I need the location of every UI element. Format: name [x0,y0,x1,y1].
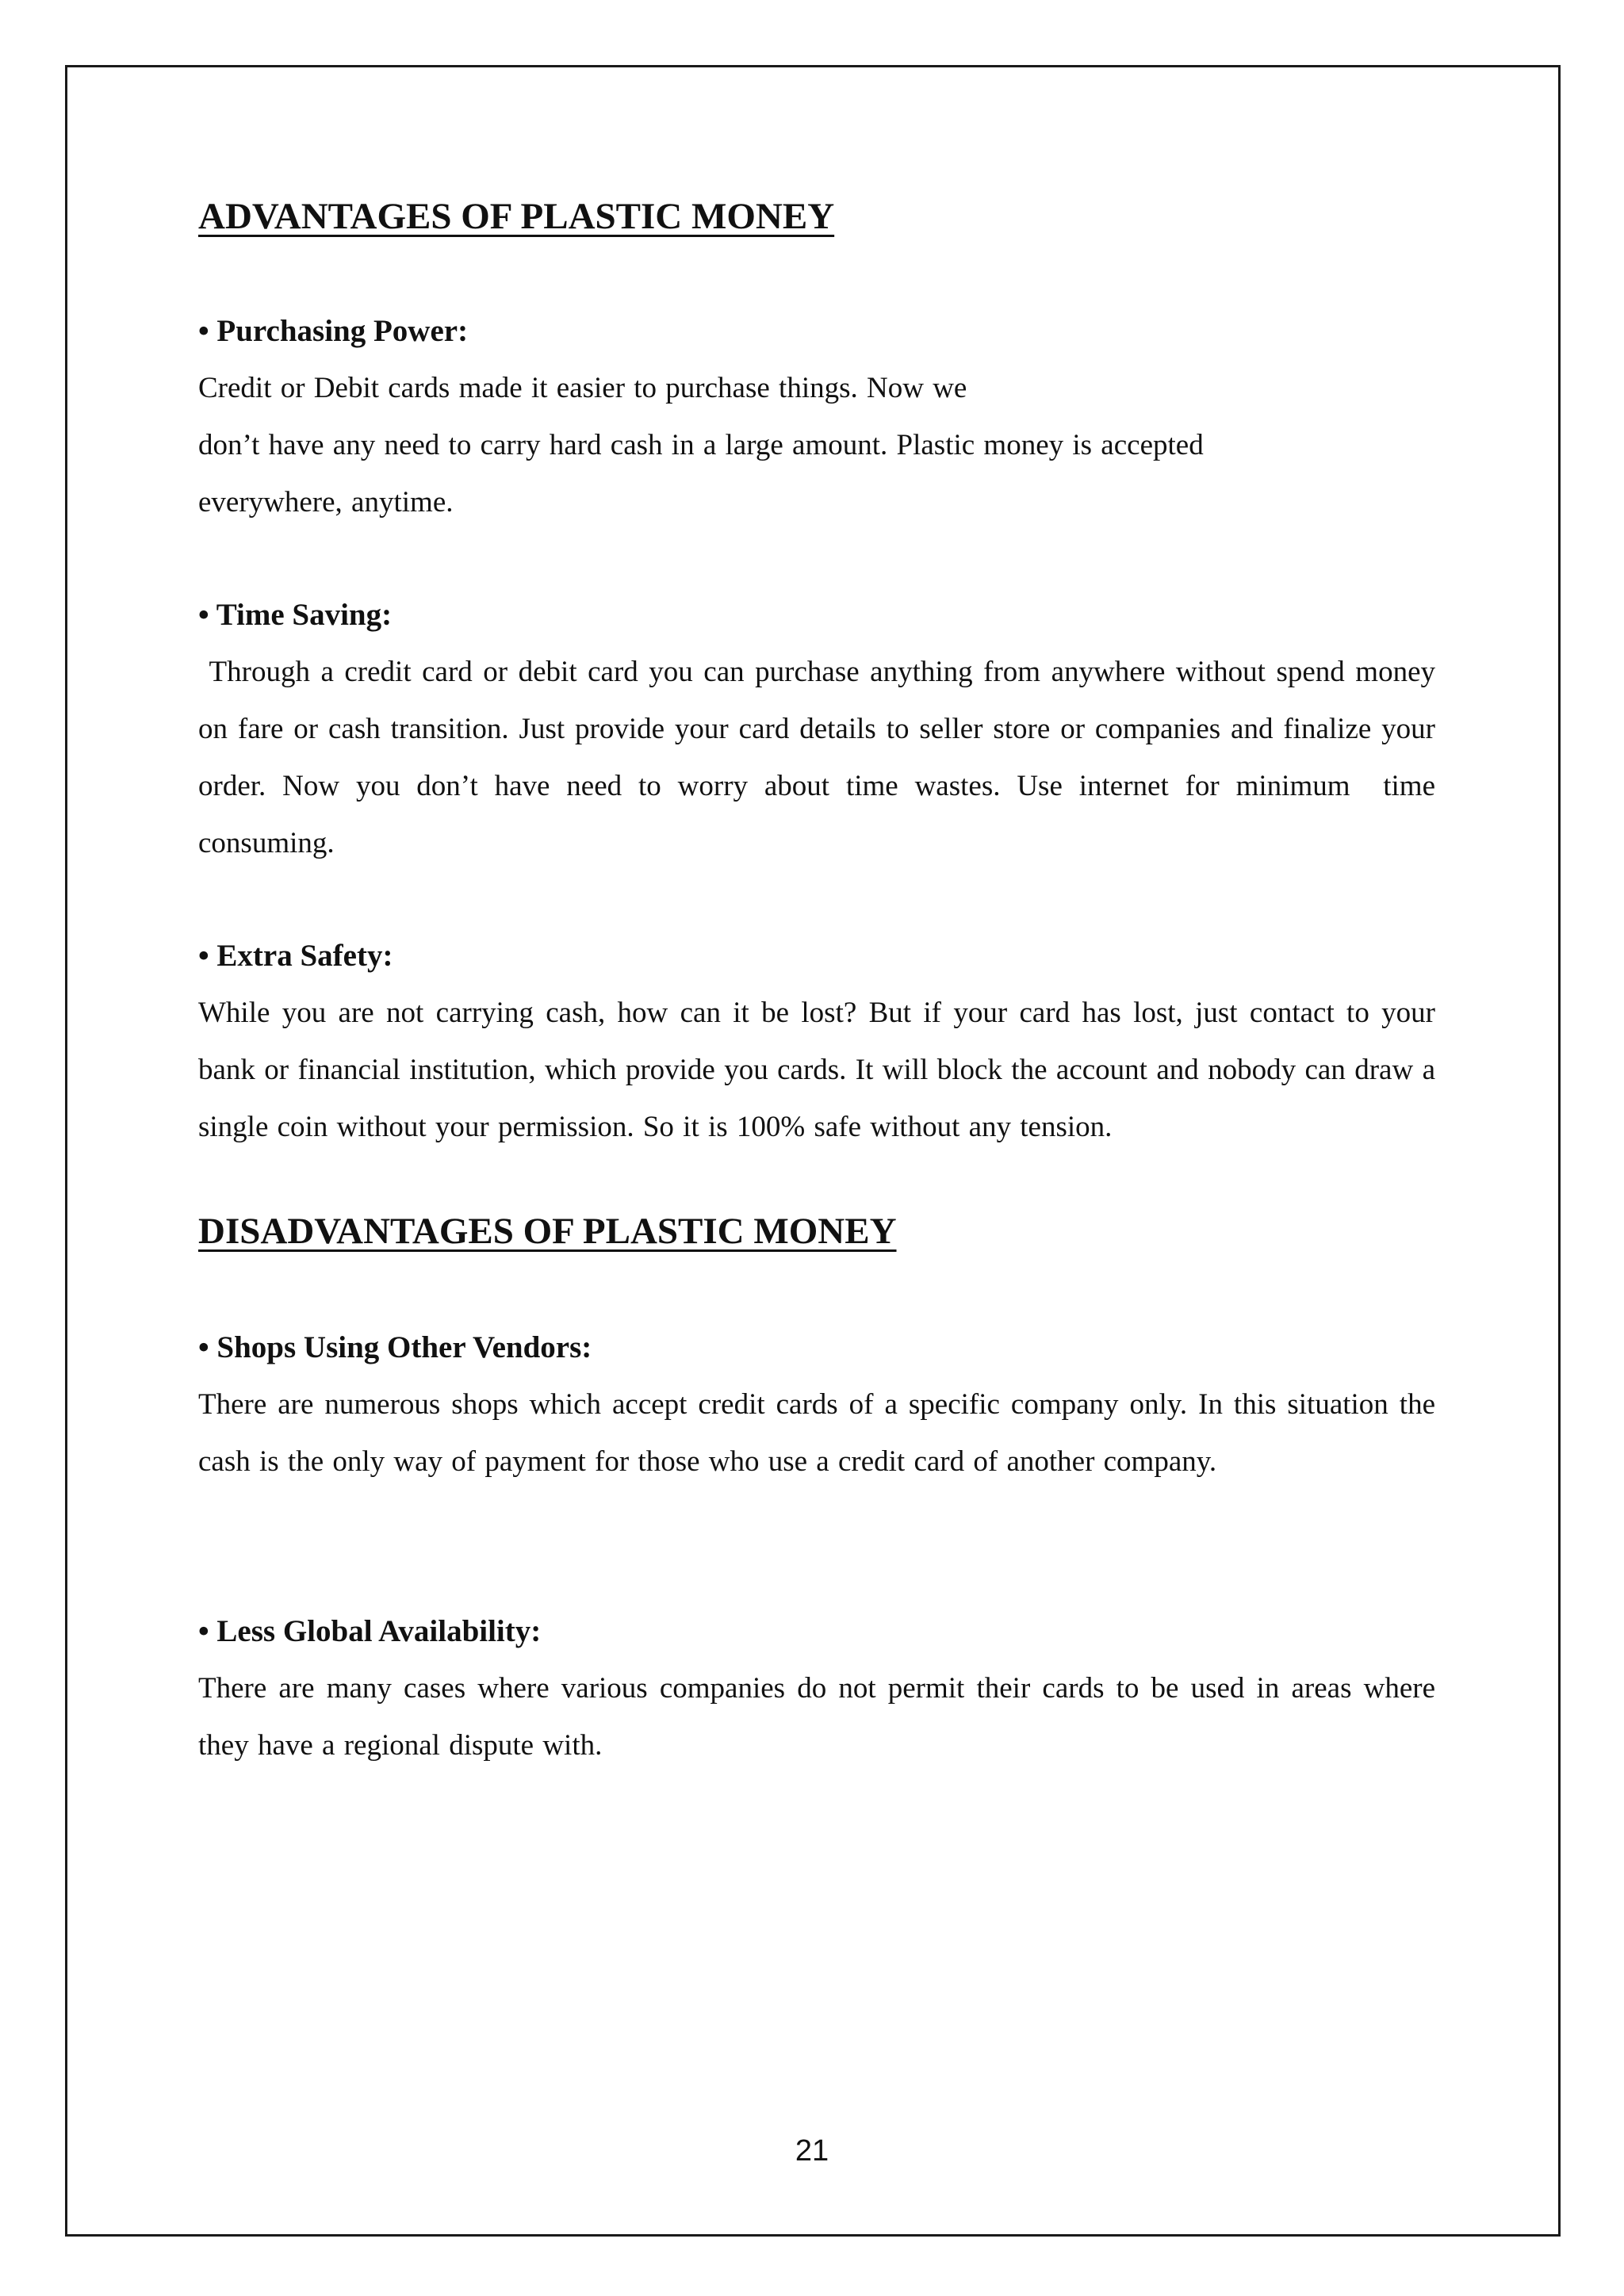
section-less-global-availability [198,1603,1435,1774]
section-text: While you are not carrying cash, how can it be lost? But if your card has lost, just contact to your bank or financial institution, which provide you cards. It will block the account and nobody can draw a single coin without your permission. So it is 100% safe without any tension. [198,997,1435,1143]
section-line: don’t have any need to carry hard cash in a large amount. Plastic money is accepted [198,429,1204,461]
section-text: There are many cases where various companies do not permit their cards to be used in areas where they have a regional dispute with. [198,1672,1435,1762]
section-shops-using-other-vendors [198,1319,1435,1490]
section-title: • Less Global Availability: [198,1614,542,1648]
page-number: 21 [795,2134,829,2168]
section-text: Through a credit card or debit card you can purchase anything from anywhere without spend money on fare or cash transition. Just provide your card details to seller store or companies and finalize your order. Now you don’t have need to worry about time wastes. Use internet for minimum time consuming. [198,656,1445,859]
advantages-heading: ADVANTAGES OF PLASTIC MONEY [198,196,835,237]
section-title: • Purchasing Power: [198,314,469,348]
section-title: • Shops Using Other Vendors: [198,1330,592,1364]
document-body [198,189,1445,1774]
section-text: There are numerous shops which accept credit cards of a specific company only. In this situation the cash is the only way of payment for those who use a credit card of another company. [198,1388,1435,1478]
section-title: • Extra Safety: [198,939,393,973]
section-purchasing-power [198,303,1435,531]
disadvantages-heading: DISADVANTAGES OF PLASTIC MONEY [198,1211,897,1252]
section-line: Credit or Debit cards made it easier to purchase things. Now we [198,372,967,404]
section-extra-safety [198,928,1435,1156]
section-line: everywhere, anytime. [198,486,454,519]
section-time-saving [198,587,1445,872]
section-title: • Time Saving: [198,598,393,632]
